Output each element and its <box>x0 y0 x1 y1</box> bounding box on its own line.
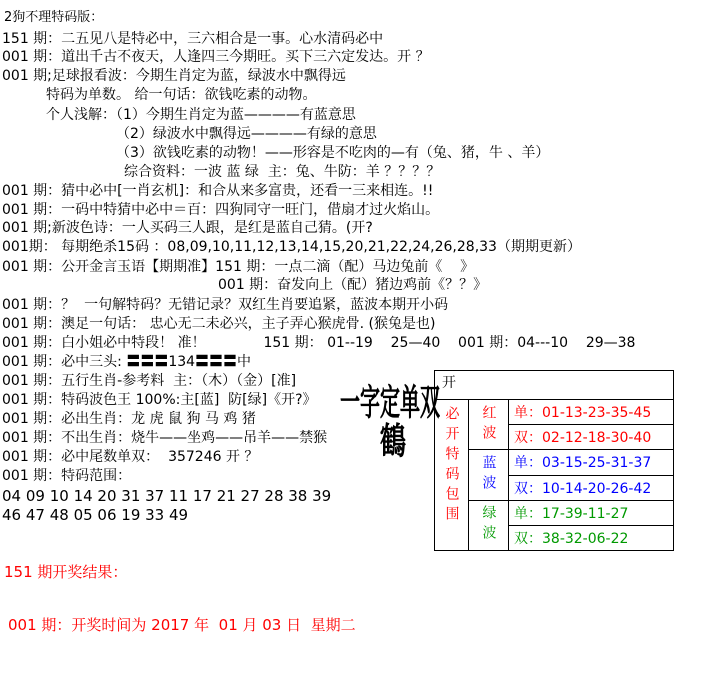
table-corner-label: 开 <box>442 375 456 391</box>
wave-row-blue-even: 双：10-14-20-26-42 <box>514 480 652 497</box>
wave-group-blue <box>468 450 673 500</box>
line-kill-15-numbers: 001期： 每期绝杀15码 ：08,09,10,11,12,13,14,15,20,21,22,24,26,28,33（期期更新） <box>2 239 581 255</box>
line-one-sentence: 001 期：？ 一句解特码？无错记录？双红生肖要追紧，蓝波本期开小码 <box>2 297 449 313</box>
wave-label-red: 红波 <box>468 400 509 449</box>
wave-row-green-even: 双：38-32-06-22 <box>514 530 629 547</box>
line-five-elements: 001 期：五行生肖-参考料 主：（木）（金）[准] <box>2 373 297 389</box>
line-one-number-riddle: 001 期：一码中特猜中必中＝百：四狗同守一旺门，借扇才过火焰山。 <box>2 202 440 218</box>
line-three-heads: 001 期：必中三头: 〓〓〓134〓〓〓中 <box>2 354 252 370</box>
wave-rows-blue <box>509 450 673 499</box>
line-odd-hint: 特码为单数。 给一句话：欲钱吃素的动物。 <box>46 87 317 103</box>
overlay-riddle-character: 鶴 <box>380 421 407 464</box>
header-title: 2狗不理特码版： <box>4 10 104 25</box>
wave-groups <box>468 400 673 550</box>
line-wave-king: 001 期：特码波色王 100%:主[蓝] 防[绿]《开?》 <box>2 392 317 408</box>
line-interpretation-1: 个人浅解：（1）今期生肖定为蓝————有蓝意思 <box>46 107 356 123</box>
draw-time: 001 期：开奖时间为 2017 年 01 月 03 日 星期二 <box>8 616 356 634</box>
wave-group-green <box>468 501 673 550</box>
line-151-special-verse: 151 期：二五见八是特必中，三六相合是一事。心水清码必中 <box>2 31 384 47</box>
table-grid <box>435 399 673 550</box>
results-title: 151 期开奖结果： <box>4 563 128 581</box>
wave-row-red-odd: 单：01-13-23-35-45 <box>509 400 673 425</box>
line-number-range-2: 46 47 48 05 06 19 33 49 <box>2 506 189 524</box>
line-golden-words-pair: 001 期：奋发向上（配）猪边鸡前《？？》 <box>218 277 488 293</box>
wave-label-blue: 蓝波 <box>468 450 509 499</box>
wave-group-red <box>468 400 673 450</box>
line-no-zodiac: 001 期：不出生肖：烧牛——坐鸡——吊羊——禁猴 <box>2 430 328 446</box>
line-wave-poem: 001 期;新波色诗：一人买码三人跟，是红是蓝自己猜。(开? <box>2 220 373 236</box>
wave-numbers-table <box>434 370 674 551</box>
wave-row-red-even: 双：02-12-18-30-40 <box>514 430 652 447</box>
line-number-range-1: 04 09 10 14 20 31 37 11 17 21 27 28 38 39 <box>2 487 332 505</box>
line-interpretation-2: （2）绿波水中飘得远————有绿的意思 <box>116 126 377 142</box>
line-summary: 综合资料：一波 蓝 绿 主：兔、牛防：羊 ？？？？ <box>124 164 441 180</box>
overlay-single-double-title: 一字定单双 <box>340 380 440 424</box>
wave-row-green-odd: 单：17-39-11-27 <box>509 501 673 526</box>
line-football-wave: 001 期;足球报看波：今期生肖定为蓝，绿波水中飘得远 <box>2 68 346 84</box>
line-number-range-label: 001 期：特码范围： <box>2 468 132 484</box>
line-zodiac-riddle: 001 期：猜中必中[一肖玄机]：和合从来多富贵，还看一三来相连。!! <box>2 183 434 199</box>
line-must-zodiac: 001 期：必出生肖：龙 虎 鼠 狗 马 鸡 猪 <box>2 411 256 427</box>
wave-label-green: 绿波 <box>468 501 509 550</box>
line-macau-sentence: 001 期：澳足一句话： 忠心无二未必兴，主子弄心猴虎骨. (猴兔是也) <box>2 316 436 332</box>
line-tail-numbers: 001 期：必中尾数单双： 357246 开 ？ <box>2 449 259 465</box>
wave-rows-red <box>509 400 673 449</box>
table-side-label: 必开特码包围 <box>443 406 460 526</box>
line-interpretation-3: （3）欲钱吃素的动物！——形容是不吃肉的—有（兔、猪，牛 、羊） <box>116 145 550 161</box>
line-special-segment: 001 期：白小姐必中特段！ 准！ 151 期： 01--19 25—40 001 期：04---10 29—38 <box>2 335 636 351</box>
wave-row-blue-odd: 单：03-15-25-31-37 <box>509 450 673 475</box>
line-golden-words: 001 期：公开金言玉语【期期准】151 期：一点二滴（配）马边兔前《 》 <box>2 259 475 275</box>
line-verse: 001 期：道出千古不夜天，人逢四三今期旺。买下三六定发达。开 ？ <box>2 49 430 65</box>
wave-rows-green <box>509 501 673 550</box>
